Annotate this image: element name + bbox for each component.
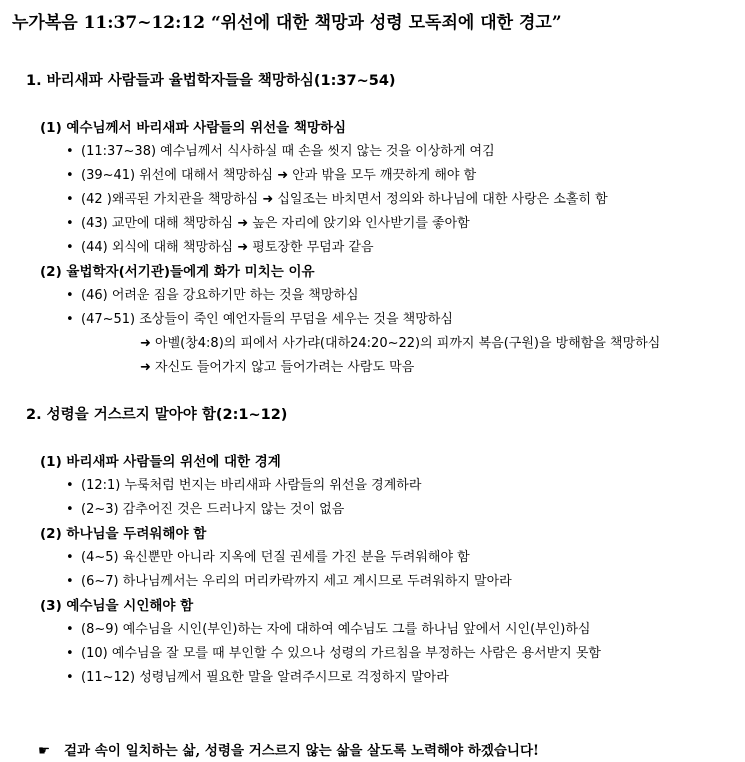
bullet-icon: • [66,646,74,661]
list-item [66,618,590,637]
list-item-text: (10) 예수님을 잘 모를 때 부인할 수 있으나 성령의 가르침을 부정하는 사람은 용서받지 못함 [81,646,601,661]
bullet-icon: • [66,216,74,231]
list-item [66,212,470,231]
list-item [66,188,608,207]
list-item-text: (6~7) 하나님께서는 우리의 머리카락까지 세고 계시므로 두려워하지 말아라 [81,574,512,589]
list-item [66,474,421,493]
list-item [66,164,476,183]
bullet-icon: • [66,312,74,327]
bullet-icon: • [66,670,74,685]
section-heading: 2. 성령을 거스르지 말아야 함(2:1~12) [26,407,288,423]
list-item-text: (42 )왜곡된 가치관을 책망하심 ➜ 십일조는 바치면서 정의와 하나님에 대한 사랑은 소홀히 함 [81,192,608,207]
subsection-heading: (2) 율법학자(서기관)들에게 화가 미치는 이유 [40,264,315,280]
list-item-text: (47~51) 조상들이 죽인 예언자들의 무덤을 세우는 것을 책망하심 [81,312,453,327]
list-item-text: (11:37~38) 예수님께서 식사하실 때 손을 씻지 않는 것을 이상하게 여김 [81,144,495,159]
bullet-icon: • [66,144,74,159]
list-item-text: (2~3) 감추어진 것은 드러나지 않는 것이 없음 [81,502,345,517]
closing-statement [38,739,539,759]
page-title: 누가복음 11:37~12:12 “위선에 대한 책망과 성령 모독죄에 대한 경고” [12,13,562,33]
list-item [66,546,470,565]
bullet-icon: • [66,240,74,255]
bullet-icon: • [66,502,74,517]
list-item [66,570,512,589]
list-item [66,666,449,685]
list-item-text: (43) 교만에 대해 책망하심 ➜ 높은 자리에 앉기와 인사받기를 좋아함 [81,216,470,231]
list-item-text: (12:1) 누룩처럼 번지는 바리새파 사람들의 위선을 경계하라 [81,478,422,493]
list-item [66,140,495,159]
bullet-icon: • [66,168,74,183]
bullet-icon: • [66,550,74,565]
subsection-heading: (1) 바리새파 사람들의 위선에 대한 경계 [40,454,281,470]
list-item-text: (44) 외식에 대해 책망하심 ➜ 평토장한 무덤과 같음 [81,240,374,255]
detail-line: ➜ 자신도 들어가지 않고 들어가려는 사람도 막음 [140,360,415,375]
bullet-icon: • [66,288,74,303]
closing-text: 겉과 속이 일치하는 삶, 성령을 거스르지 않는 삶을 살도록 노력해야 하겠습니다! [64,743,539,759]
list-item [66,498,344,517]
section-heading: 1. 바리새파 사람들과 율법학자들을 책망하심(1:37~54) [26,73,396,89]
list-item [66,236,374,255]
list-item-text: (46) 어려운 짐을 강요하기만 하는 것을 책망하심 [81,288,359,303]
list-item [66,284,359,303]
list-item-text: (39~41) 위선에 대해서 책망하심 ➜ 안과 밖을 모두 깨끗하게 해야 함 [81,168,477,183]
list-item [66,308,453,327]
list-item [66,642,601,661]
subsection-heading: (2) 하나님을 두려워해야 함 [40,526,207,542]
bullet-icon: • [66,574,74,589]
bullet-icon: • [66,478,74,493]
pointing-hand-icon: ☛ [38,743,51,759]
list-item-text: (4~5) 육신뿐만 아니라 지옥에 던질 권세를 가진 분을 두려워해야 함 [81,550,470,565]
list-item-text: (11~12) 성령님께서 필요한 말을 알려주시므로 걱정하지 말아라 [81,670,449,685]
detail-line: ➜ 아벨(창4:8)의 피에서 사가랴(대하24:20~22)의 피까지 복음(구원)을 방해함을 책망하심 [140,336,661,351]
subsection-heading: (1) 예수님께서 바리새파 사람들의 위선을 책망하심 [40,120,347,136]
bullet-icon: • [66,192,74,207]
subsection-heading: (3) 예수님을 시인해야 함 [40,598,194,614]
list-item-text: (8~9) 예수님을 시인(부인)하는 자에 대하여 예수님도 그를 하나님 앞에서 시인(부인)하심 [81,622,591,637]
bullet-icon: • [66,622,74,637]
